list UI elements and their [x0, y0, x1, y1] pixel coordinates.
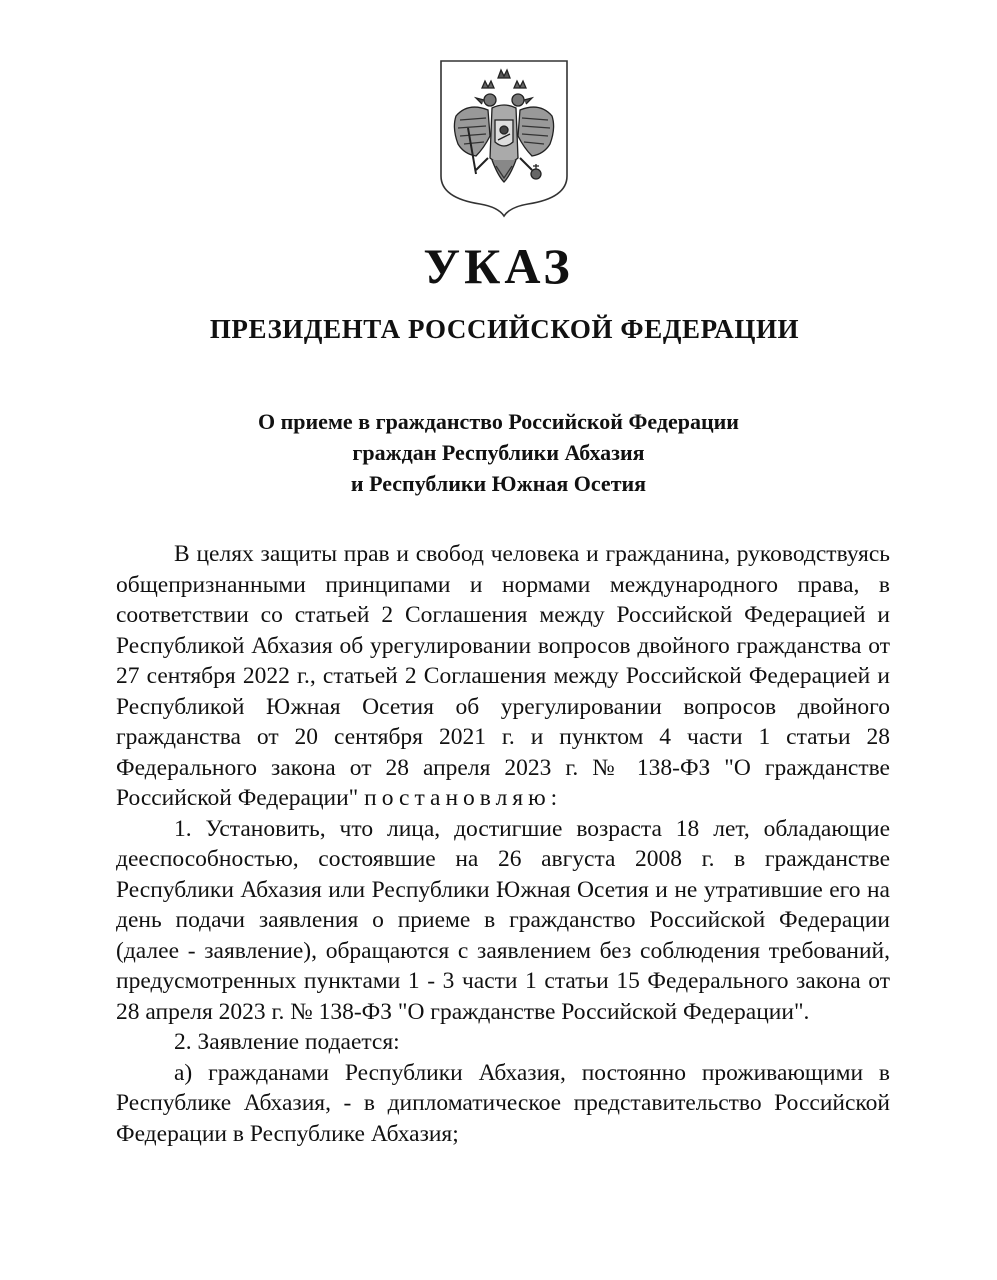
- document-issuer-heading: ПРЕЗИДЕНТА РОССИЙСКОЙ ФЕДЕРАЦИИ: [209, 314, 800, 344]
- item-1-paragraph: 1. Установить, что лица, достигшие возраста 18 лет, обладающие дееспособностью, состоявшие на 26 августа 2008 г. в гражданстве Республики Абхазия или Республики Южная Осетия и не утратившие его на день подачи заявления о приеме в гражданство Российской Федерации (далее - заявление), обращаются с заявлением без соблюдения требований, предусмотренных пунктами 1 - 3 части 1 статьи 15 Федерального закона от 28 апреля 2023 г. № 138-ФЗ "О гражданстве Российской Федерации".: [116, 815, 890, 1025]
- document-title: [0, 406, 997, 499]
- item-2-paragraph: 2. Заявление подается:: [174, 1029, 400, 1055]
- decree-word: постановляю:: [364, 785, 563, 811]
- document-type-heading: УКАЗ: [423, 238, 574, 294]
- russian-coat-of-arms-icon: [438, 58, 570, 218]
- preamble-text: В целях защиты прав и свобод человека и гражданина, руководствуясь общепризнанными принципами и нормами международного права, в соответствии со статьей 2 Соглашения между Российской Федерацией и Республикой Абхазия об урегулировании вопросов двойного гражданства от 27 сентября 2022 г., статьей 2 Соглашения между Российской Федерацией и Республикой Южная Осетия об урегулировании вопросов двойного гражданства от 20 сентября 2021 г. и пунктом 4 части 1 статьи 28 Федерального закона от 28 апреля 2023 г. № 138-ФЗ "О гражданстве Российской Федерации": [116, 541, 890, 811]
- document-title-line: и Республики Южная Осетия: [350, 471, 647, 496]
- preamble-paragraph: [116, 539, 890, 814]
- document-body: [116, 539, 890, 1149]
- item-2a-paragraph: а) гражданами Республики Абхазия, постоянно проживающими в Республике Абхазия, - в дипломатическое представительство Российской Федерации в Республике Абхазия;: [116, 1059, 890, 1147]
- document-title-line: граждан Республики Абхазия: [352, 440, 645, 465]
- document-title-line: О приеме в гражданство Российской Федерации: [257, 409, 739, 434]
